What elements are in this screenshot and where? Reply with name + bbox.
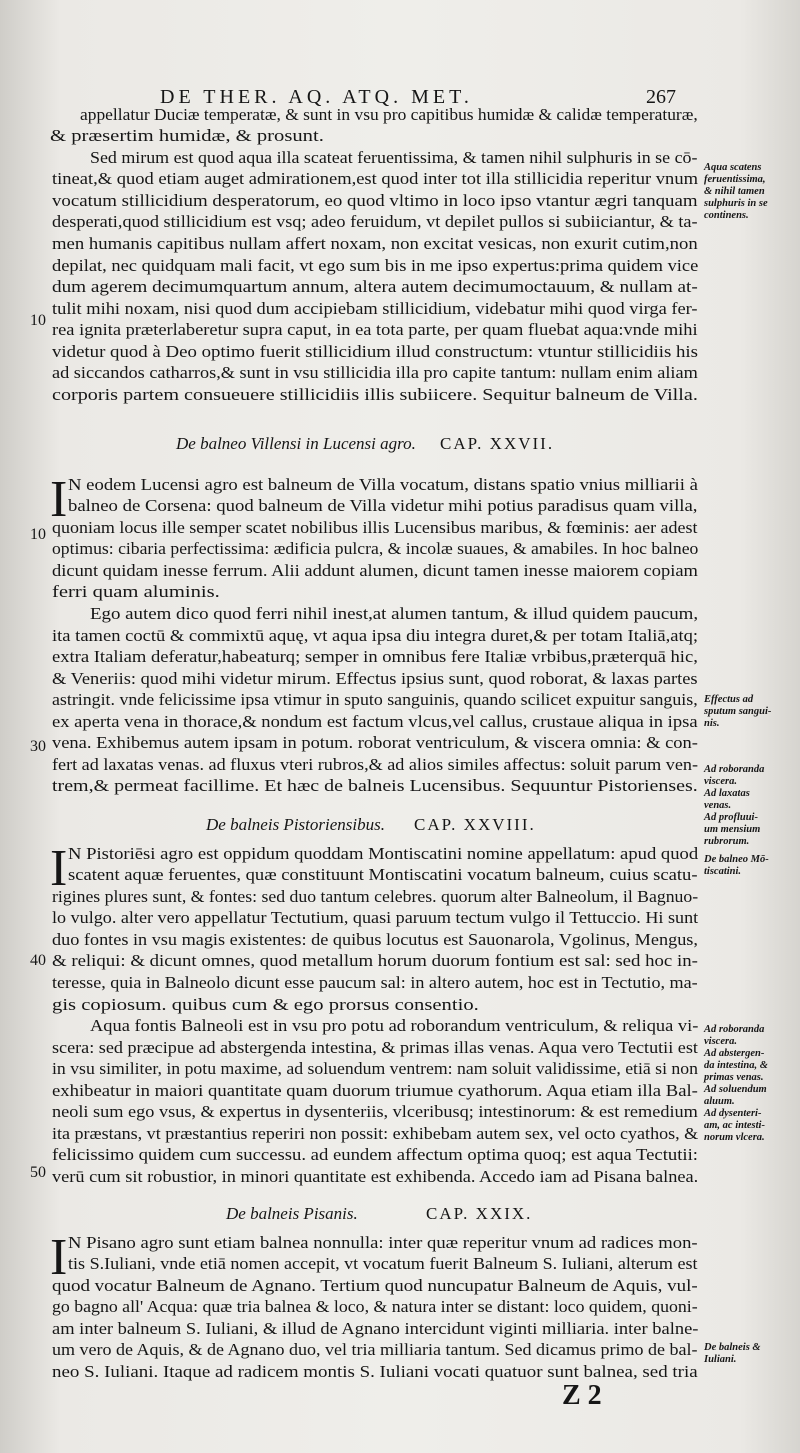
chapter-title: De balneis Pisanis. — [226, 1204, 358, 1223]
margin-note: De balneis & Iuliani. — [704, 1342, 761, 1365]
chapter-title: De balneis Pistoriensibus. — [206, 815, 385, 834]
line-number: 50 — [30, 1164, 46, 1181]
text-line: & præsertim humidæ, & prosunt. — [50, 126, 324, 145]
text-line: quoniam locus ille semper scatet nobilibus illis Lucensibus maribus, & fœminis: aer adest — [52, 518, 698, 537]
text-line: Sed mirum est quod aqua illa scateat feruentissima, & tamen nihil sulphuris in se cō- — [90, 148, 698, 167]
text-line: duo fontes in vsu magis existentes: de quibus locutus est Sauonarola, Vgolinus, Mengus, — [52, 930, 698, 949]
text-line: rea ignita præterlaberetur supra caput, in ea tota parte, per quam fluebat aqua:vnde mihi — [52, 320, 698, 339]
text-line: dicunt quidam inesse ferrum. Alii addunt alumen, dicunt tamen inesse maiorem copiam — [52, 561, 698, 580]
chapter-title: De balneo Villensi in Lucensi agro. — [176, 434, 416, 453]
text-line: felicissimo quidem cum successu. ad eundem affectum optima quoq; est aqua Tectutii: — [52, 1145, 698, 1164]
text-line: rigines plures sunt, & fontes: sed duo tantum celebres. quorum alter Balneolum, il Bagnuo- — [52, 887, 699, 906]
text-line: vocatum stillicidium desperatorum, eo quod vltimo in loco ipso vtantur ægri tanquam — [52, 191, 698, 210]
text-line: N Pisano agro sunt etiam balnea nonnulla: inter quæ reperitur vnum ad radices mon- — [68, 1233, 698, 1252]
text-line: scatent aquæ feruentes, quæ constituunt Montiscatini vocatum balneum, cuius scatu- — [68, 865, 698, 884]
text-line: quod vocatur Balneum de Agnano. Tertium quod nuncupatur Balneum de Aquis, vul- — [52, 1276, 698, 1295]
text-line: appellatur Duciæ temperatæ, & sunt in vsu pro capitibus humidæ & calidæ temperaturæ, — [80, 105, 698, 124]
text-line: ita præstans, vt præstantius reperiri non possit: exhibebam autem sex, vel octo cyathos, & — [52, 1124, 699, 1143]
text-line: verū cum sit robustior, in minori quantitate est exhibenda. Accedo iam ad Pisana balnea. — [52, 1167, 699, 1186]
text-line: ferri quam aluminis. — [52, 582, 220, 601]
chapter-number: CAP. XXVII. — [440, 434, 555, 453]
line-number: 10 — [30, 526, 46, 543]
text-line: N Pistoriēsi agro est oppidum quoddam Montiscatini nomine appellatum: apud quod — [68, 844, 699, 863]
text-line: depilat, nec quidquam mali facit, vt ego sum bis in me ipso expertus:prima quidem vice — [52, 256, 699, 275]
running-title: DE THER. AQ. ATQ. MET. — [160, 86, 473, 108]
text-line: desperati,quod stillicidium est vsq; adeo feruidum, vt depilet pullos si subiiciantur, & ta- — [52, 212, 698, 231]
text-line: um vero de Aquis, & de Agnano duo, vel tria milliaria tantum. Sed dicamus primo de bal- — [52, 1340, 698, 1359]
text-line: balneo de Corsena: quod balneum de Villa videtur mihi potius paradisus quam villa, — [68, 496, 698, 515]
text-line: tulit mihi noxam, nisi quod dum accipiebam stillicidium, videbatur mihi quod virga fer- — [52, 299, 698, 318]
text-line: ad siccandos catharros,& sunt in vsu stillicidia illa pro capite tantum: nullam enim aliam — [52, 363, 698, 382]
text-line: & reliqui: & dicunt omnes, quod metallum horum duorum fontium est sal: sed hoc in- — [52, 951, 698, 970]
text-line: gis copiosum. quibus cum & ego prorsus consentio. — [52, 995, 479, 1014]
drop-cap: I — [50, 1229, 68, 1286]
text-line: exhibeatur in maiori quantitate quam duorum triumue cyathorum. Aqua etiam illa Bal- — [52, 1081, 698, 1100]
margin-note: Aqua scatens feruentissima, & nihil tamen sulphuris in se continens. — [704, 162, 768, 221]
text-line: vena. Exhibemus autem ipsam in potum. roborat ventriculum, & viscera omnia: & con- — [52, 733, 698, 752]
text-line: ita tamen coctū & commixtū aquę, vt aqua ipsa diu integra duret,& per totam Italiā,atq; — [52, 626, 699, 645]
line-number: 10 — [30, 312, 46, 329]
line-number: 30 — [30, 738, 46, 755]
text-line: dum agerem decimumquartum annum, altera autem decimumoctauum, & nullam at- — [52, 277, 698, 296]
text-line: scera: sed præcipue ad abstergenda intestina, & primas illas venas. Aqua vero Tectutii est — [52, 1038, 698, 1057]
text-line: & Veneriis: quod mihi videtur mirum. Effectus ipsius sunt, quod roborat, & laxas partes — [52, 669, 698, 688]
text-line: astringit. vnde felicissime ipsa vtimur in sputo sanguinis, quando scilicet expuitur sanguis, — [52, 690, 698, 709]
text-line: trem,& permeat facillime. Et hæc de balneis Lucensibus. Sequuntur Pistorienses. — [52, 776, 698, 795]
text-line: Ego autem dico quod ferri nihil inest,at alumen tantum, & illud quidem paucum, — [90, 604, 699, 623]
text-line: fert ad laxatas venas. ad fluxus vteri rubros,& ad alios similes affectus: soluit parum ven- — [52, 755, 699, 774]
text-line: neo S. Iuliani. Itaque ad radicem montis S. Iuliani vocati quatuor sunt balnea, sed tria — [52, 1362, 698, 1381]
margin-note: Ad roboranda viscera. Ad abstergen- da intestina, & primas venas. Ad soluendum aluum. Ad dysenteri- am, ac intesti- norum vlcera. — [704, 1024, 768, 1143]
text-line: neoli sum ego vsus, & expertus in dysenteriis, vlceribusq; intestinorum: & est remedium — [52, 1102, 698, 1121]
text-line: tis S.Iuliani, vnde etiā nomen accepit, vt vocatum fuerit Balneum S. Iuliani, alterum est — [68, 1254, 698, 1273]
margin-note: Ad roboranda viscera. Ad laxatas venas. Ad profluui- um mensium rubrorum. — [704, 764, 765, 847]
drop-cap: I — [50, 840, 68, 897]
margin-note: De balneo Mō- tiscatini. — [704, 854, 769, 877]
chapter-number: CAP. XXIX. — [426, 1204, 533, 1223]
text-line: lo vulgo. alter vero appellatur Tectutium, quasi paruum tectum vulgo il Tettuccio. Hi sunt — [52, 908, 699, 927]
text-line: N eodem Lucensi agro est balneum de Villa vocatum, distans spatio vnius milliarii à — [68, 475, 698, 494]
signature-mark: Z 2 — [562, 1380, 602, 1411]
text-line: optimus: cibaria perfectissima: ædificia pulcra, & incolæ suaues, & amabiles. In hoc balneo — [52, 539, 699, 558]
text-line: Aqua fontis Balneoli est in vsu pro potu ad roborandum ventriculum, & reliqua vi- — [90, 1016, 699, 1035]
text-line: am inter balneum S. Iuliani, & illud de Agnano intercidunt viginti milliaria. inter balne- — [52, 1319, 699, 1338]
drop-cap: I — [50, 471, 68, 528]
text-line: ex aperta vena in thorace,& nondum est factum vlcus,vel callus, crustaue aliqua in ipsa — [52, 712, 698, 731]
chapter-number: CAP. XXVIII. — [414, 815, 536, 834]
line-number: 40 — [30, 952, 46, 969]
page-number: 267 — [646, 86, 676, 108]
text-line: extra Italiam deferatur,habeaturq; semper in omnibus fere Italiæ vrbibus,præterquā hic, — [52, 647, 698, 666]
text-line: teresse, quia in Balneolo dicunt esse paucum sal: in altero autem, hoc est in Tectutio, ma- — [52, 973, 698, 992]
text-line: in vsu similiter, in potu maxime, ad soluendum ventrem: nam soluit validissime, etiā si non — [52, 1059, 698, 1078]
text-line: corporis partem consueuere stillicidiis illis subiicere. Sequitur balneum de Villa. — [52, 385, 698, 404]
margin-note: Effectus ad sputum sangui- nis. — [704, 694, 772, 729]
text-line: tineat,& quod etiam auget admirationem,est quod inter tot illa stillicidia reperitur vnum — [52, 169, 698, 188]
text-line: go bagno all' Acqua: quæ tria balnea & loco, & natura inter se distant: loco quidem, quoni- — [52, 1297, 698, 1316]
text-line: videtur quod à Deo optimo fuerit stillicidium illud constructum: vtuntur stillicidiis his — [52, 342, 698, 361]
text-line: men humanis capitibus nullam affert noxam, non excitat vesicas, non exurit cutim,non — [52, 234, 698, 253]
